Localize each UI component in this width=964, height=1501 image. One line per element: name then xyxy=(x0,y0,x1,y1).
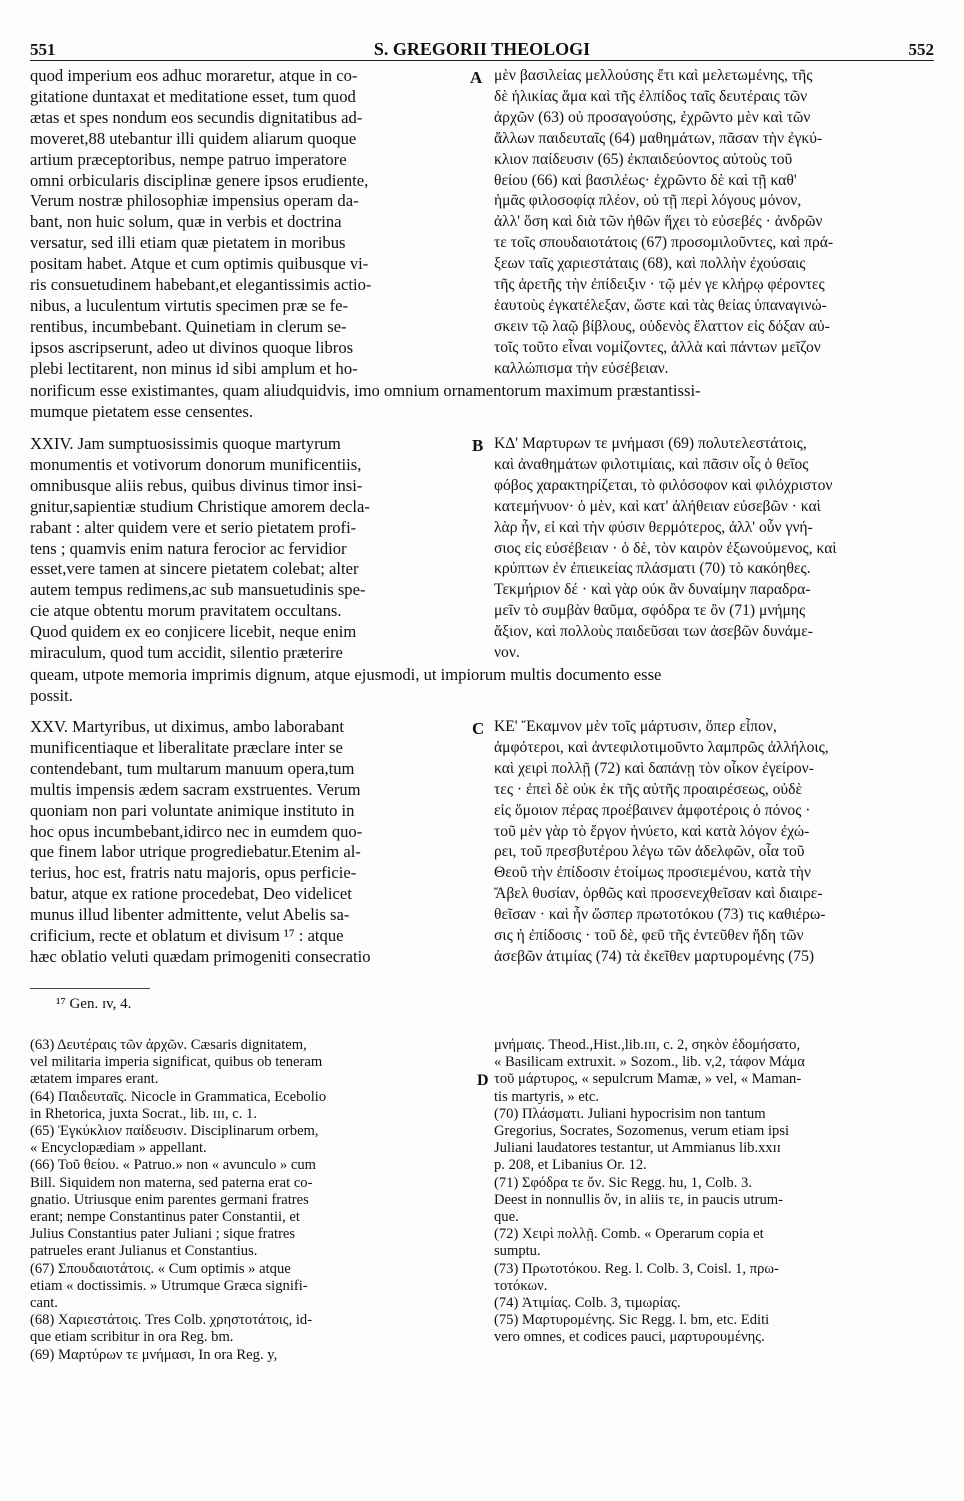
text-line: Deest in nonnullis ὄν, in aliis τε, in paucis utrum- xyxy=(494,1191,783,1208)
text-line: hæc oblatio veluti quædam primogeniti consecratio xyxy=(30,946,371,966)
latin-fullwidth-a xyxy=(30,380,934,422)
text-line: τῆς ἀρετῆς τὴν ἐπίδειξιν · τῷ μέν γε κλήρῳ φέροντες xyxy=(494,276,825,294)
text-line: (63) Δευτέραις τῶν ἀρχῶν. Cæsaris dignitatem, xyxy=(30,1037,307,1053)
text-line: plebi lectitarent, non minus id sibi amplum et ho- xyxy=(30,358,358,378)
text-line: μεῖν τὸ συμβὰν θαῦμα, σφόδρα τε ὂν (71) μνήμης xyxy=(494,602,806,620)
text-line: omni orbicularis disciplinæ genere ipsos erudiente, xyxy=(30,170,369,190)
text-line: vel militaria imperia significat, quibus ob teneram xyxy=(30,1054,323,1071)
text-line: positam habet. Atque et cum optimis quibusque vi- xyxy=(30,254,369,274)
text-line: artium præceptoribus, nempe patruo imperatore xyxy=(30,149,347,169)
text-line: esset,vere tamen at sincere pietatem colebat; alter xyxy=(30,559,359,579)
text-line: μνήμαις. Theod.,Hist.,lib.ɪɪɪ, c. 2, σηκὸν ἐδομήσατο, xyxy=(494,1037,801,1053)
text-line: (68) Χαριεστάτοις. Tres Colb. χρηστοτάτοις, id- xyxy=(30,1312,313,1329)
text-line: τοτόκων. xyxy=(494,1277,548,1294)
reference-rule xyxy=(30,988,150,989)
text-line: Bill. Siquidem non materna, sed paterna erat co- xyxy=(30,1174,313,1191)
text-line: moveret,88 utebantur illi quidem aliarum quoque xyxy=(30,128,357,148)
text-line: erant; nempe Constantinus pater Constantii, et xyxy=(30,1209,300,1226)
text-line: σιος εἰς εὐσέβειαν · ὁ δὲ, τὸν καιρὸν ἐξωνούμενος, καὶ xyxy=(494,539,837,557)
text-line: quod imperium eos adhuc moraretur, atque in co- xyxy=(30,66,358,85)
greek-column-a xyxy=(494,66,934,380)
text-line: queam, utpote memoria imprimis dignum, atque ejusmodi, ut impiorum multis documento esse xyxy=(30,665,662,684)
text-line: que. xyxy=(494,1209,519,1226)
text-line: ξεων ταῖς χαριεστάταις (68), καὶ πολλὴν ἐχούσαις xyxy=(494,255,806,273)
latin-column-b xyxy=(30,434,470,664)
text-line: « Encyclopædiam » appellant. xyxy=(30,1140,207,1157)
page-number-right: 552 xyxy=(908,40,934,59)
text-line: ἀρχῶν (63) οὐ προσαγούσης, ἐχρῶντο μὲν καὶ τῶν xyxy=(494,108,811,126)
text-line: contendebant, tum multarum manuum opera,tum xyxy=(30,758,355,778)
text-line: bant, non huic solum, quæ in verbis et doctrina xyxy=(30,212,342,232)
text-line: ἀλλ' ὅση καὶ διὰ τῶν ἠθῶν ἥχει τὸ εὐσεβές · ἀνδρῶν xyxy=(494,213,823,231)
text-line: rabant : alter quidem vere et serio pietatem profi- xyxy=(30,517,357,537)
running-title: S. GREGORII THEOLOGI xyxy=(373,39,591,59)
text-line: τοῖς τοῦτο εἶναι νομίζοντες, ἀλλὰ καὶ πάντων μεῖζον xyxy=(494,338,821,356)
text-line: τοῦ μὲν γὰρ τὸ ἔργον ἠνύετο, καὶ κατὰ λόγον ἐχώ- xyxy=(494,822,810,840)
text-line: possit. xyxy=(30,686,73,705)
text-line: mumque pietatem esse censentes. xyxy=(30,402,254,421)
text-line: λὰρ ἦν, εἰ καὶ τὴν φύσιν θερμότερος, ἀλλ' οὖν γνή- xyxy=(494,518,813,536)
text-line: δὲ ἡλικίας ἅμα καὶ τῆς ἐλπίδος ταῖς δευτέραις τῶν xyxy=(494,87,808,105)
text-line: omnibusque aliis rebus, quibus divinus timor insi- xyxy=(30,475,363,495)
text-line: (67) Σπουδαιοτάτοις. « Cum optimis » atque xyxy=(30,1260,291,1277)
text-line: (65) Ἐγκύκλιον παίδευσιν. Disciplinarum orbem, xyxy=(30,1123,319,1140)
text-line: εἰς ὅμοιον πέρας προέβαινεν ἀμφοτέροις ὁ πόνος · xyxy=(494,801,811,819)
text-line: XXIV. Jam sumptuosissimis quoque martyrum xyxy=(30,434,341,453)
text-line: terius, hoc est, fratris natu majoris, opus perficie- xyxy=(30,863,357,883)
margin-marker-d: D xyxy=(477,1072,489,1089)
text-line: in Rhetorica, juxta Socrat., lib. ɪɪɪ, c. 1. xyxy=(30,1105,257,1122)
text-line: quoniam non pari voluntate animique instituto in xyxy=(30,800,355,820)
text-line: ἀμφότεροι, καὶ ἀντεφιλοτιμοῦντο λαμπρῶς ἀλλήλοις, xyxy=(494,738,829,756)
text-line: sumptu. xyxy=(494,1243,541,1260)
text-line: Ἄβελ θυσίαν, ὀρθῶς καὶ προσενεχθεῖσαν καὶ διαιρε- xyxy=(494,885,823,903)
text-line: (72) Χειρὶ πολλῇ. Comb. « Operarum copia et xyxy=(494,1226,764,1243)
text-line: θείου (66) καὶ βασιλέως· ἐχρῶντο δὲ καὶ τῇ καθ' xyxy=(494,171,797,189)
text-line: autem tempus redimens,ac sub mansuetudinis spe- xyxy=(30,580,366,600)
text-line: (75) Μαρτυρομένης. Sic Regg. l. bm, etc. Editi xyxy=(494,1312,770,1329)
text-line: (70) Πλάσματι. Juliani hypocrisim non tantum xyxy=(494,1105,766,1122)
greek-column-b xyxy=(494,434,934,664)
text-line: miraculum, quod tum accidit, silentio præterire xyxy=(30,643,343,663)
text-line: κλιον παίδευσιν (65) ἐκπαιδεύοντος αὐτοὺς τοῦ xyxy=(494,150,793,168)
text-line: batur, atque ex ratione procedebat, Deo videlicet xyxy=(30,884,352,904)
text-line: multis impensis ædem sacram exstruentes. Verum xyxy=(30,779,361,799)
text-line: καὶ ἀναθημάτων φιλοτιμίαις, καὶ πᾶσιν οἷς ὁ θεῖος xyxy=(494,455,809,473)
text-line: cant. xyxy=(30,1295,58,1312)
text-line: crificium, recte et oblatum et divisum ¹⁷ : atque xyxy=(30,926,344,946)
text-line: Gregorius, Socrates, Sozomenus, verum etiam ipsi xyxy=(494,1123,790,1140)
text-line: νον. xyxy=(494,644,520,662)
text-line: nibus, a luculentum virtutis specimen præ se fe- xyxy=(30,295,348,315)
text-line: θεῖσαν · καὶ ἦν ὥσπερ πρωτοτόκου (73) τις καθιέρω- xyxy=(494,906,826,924)
text-line: ΚΔ' Μαρτυρων τε μνήμασι (69) πολυτελεστάτοις, xyxy=(494,435,807,452)
text-line: ἄλλων παιδευταῖς (64) μαθημάτων, πᾶσαν τὴν ἐγκύ- xyxy=(494,129,823,147)
text-line: καλλώπισμα τὴν εὐσέβειαν. xyxy=(494,359,669,377)
margin-marker-c: C xyxy=(472,719,485,738)
greek-column-c xyxy=(494,717,934,968)
text-line: Julius Constantius pater Juliani ; sique fratres xyxy=(30,1226,296,1243)
text-line: versatur, sed illi etiam quæ pietatem in moribus xyxy=(30,233,346,253)
latin-fullwidth-b xyxy=(30,664,934,706)
text-line: ρει, τοῦ πρεσβυτέρου λέγω τῶν ἀδελφῶν, οἷα τοῦ xyxy=(494,843,805,861)
text-line: Verum nostræ philosophiæ impensius operam da- xyxy=(30,191,359,211)
text-line: Juliani laudatores testantur, ut Ammianus lib.xxɪɪ xyxy=(494,1140,781,1157)
margin-marker-a: A xyxy=(470,68,483,87)
text-line: σις ἡ ἐπίδοσις · τοῦ δὲ, φεῦ τῆς ἐντεῦθεν ἤδη τῶν xyxy=(494,927,804,945)
text-line: rentibus, incumbebant. Quinetiam in clerum se- xyxy=(30,316,347,336)
text-line: que etiam scribitur in ora Reg. bm. xyxy=(30,1329,234,1346)
text-line: φόβος χαρακτηρίζεται, τὸ φιλόσοφον καὶ φιλόχριστον xyxy=(494,476,833,494)
text-line: monumentis et votivorum donorum munificentiis, xyxy=(30,454,362,474)
text-line: ἡμᾶς φιλοσοφίᾳ πλέον, οὐ τῇ περὶ λόγους μόνον, xyxy=(494,192,802,210)
text-line: ἑαυτοὺς ἐγκατέλεξαν, ὥστε καὶ τὰς θείας ὑπαναγινώ- xyxy=(494,296,827,314)
footnotes-left xyxy=(30,1037,475,1364)
scripture-reference: ¹⁷ Gen. ɪv, 4. xyxy=(56,996,132,1012)
text-line: κατεμήνυον· ὁ μὲν, καὶ κατ' ἀλήθειαν εὐσεβῶν · καὶ xyxy=(494,497,821,515)
page-number-left: 551 xyxy=(30,40,56,59)
text-line: τοῦ μάρτυρος, « sepulcrum Mamæ, » vel, « Maman- xyxy=(494,1071,802,1088)
footnotes-right xyxy=(494,1037,934,1347)
text-line: norificum esse existimantes, quam aliudquidvis, imo omnium ornamentorum maximum præstantissi- xyxy=(30,381,701,400)
margin-marker-b: B xyxy=(472,436,484,455)
text-line: gnitur,sapientiæ studium Christique amorem decla- xyxy=(30,496,370,516)
text-line: que finem labor utrique progrediebatur.Etenim al- xyxy=(30,842,361,862)
text-line: ris consuetudinem habebant,et elegantissimis actio- xyxy=(30,275,372,295)
text-line: (66) Τοῦ θείου. « Patruo.» non « avunculo » cum xyxy=(30,1157,316,1174)
text-line: (74) Ἀτιμίας. Colb. 3, τιμωρίας. xyxy=(494,1295,681,1312)
text-line: Θεοῦ τὴν ἐπίδοσιν ἑτοίμως προσιεμένου, κατὰ τὴν xyxy=(494,864,811,882)
text-line: τε τοῖς σπουδαιοτάτοις (67) προσομιλοῦντες, καὶ πρά- xyxy=(494,234,834,252)
text-line: munus illud libenter admittente, velut Abelis sa- xyxy=(30,905,350,925)
text-line: gnatio. Utriusque enim parentes germani fratres xyxy=(30,1191,309,1208)
text-line: καὶ χειρὶ πολλῇ (72) καὶ δαπάνῃ τὸν οἶκον ἐγείρον- xyxy=(494,759,814,777)
text-line: munificentiaque et liberalitate præclare inter se xyxy=(30,737,343,757)
text-line: τες · ἐπεὶ δὲ οὐκ ἐκ τῆς αὐτῆς προαιρέσεως, οὐδὲ xyxy=(494,780,803,798)
text-line: Τεκμήριον δέ · καὶ γὰρ ούκ ἂν δυναίμην παραδρα- xyxy=(494,581,811,599)
text-line: cie atque obtentu morum pravitatem occultans. xyxy=(30,601,342,621)
text-line: (73) Πρωτοτόκου. Reg. l. Colb. 3, Coisl. 1, πρω- xyxy=(494,1260,779,1277)
text-line: κρύπτων ἐν ἐπιεικείας πλάσματι (70) τὸ κακόηθες. xyxy=(494,560,811,578)
text-line: vero omnes, et codices pauci, μαρτυρουμένης. xyxy=(494,1329,765,1346)
text-line: ΚΕ' Ἔκαμνον μὲν τοῖς μάρτυσιν, ὅπερ εἶπον, xyxy=(494,718,777,735)
text-line: μὲν βασιλείας μελλούσης ἔτι καὶ μελετωμένης, τῆς xyxy=(494,67,813,84)
text-line: patrueles erant Julianus et Constantius. xyxy=(30,1243,258,1260)
text-line: p. 208, et Libanius Or. 12. xyxy=(494,1157,647,1174)
latin-column-a xyxy=(30,66,470,380)
running-header xyxy=(30,34,934,61)
text-line: ἄξιον, καὶ πολλοὺς παιδεῦσαι των ἀσεβῶν δυνάμε- xyxy=(494,623,813,641)
text-line: (71) Σφόδρα τε ὄν. Sic Regg. hu, 1, Colb. 3. xyxy=(494,1174,752,1191)
text-line: hoc opus incumbebant,idirco nec in eumdem quo- xyxy=(30,821,363,841)
latin-column-c xyxy=(30,717,470,968)
text-line: (64) Παιδευταῖς. Nicocle in Grammatica, Ecebolio xyxy=(30,1088,327,1105)
text-line: ætas et spes nondum eos secundis dignitatibus ad- xyxy=(30,107,363,127)
text-line: « Basilicam extruxit. » Sozom., lib. v,2, τάφον Μάμα xyxy=(494,1054,805,1071)
text-line: σκειν τῷ λαῷ βίβλους, οὐδενὸς ἔλαττον εἰς δόξαν αὐ- xyxy=(494,317,830,335)
text-line: XXV. Martyribus, ut diximus, ambo laborabant xyxy=(30,717,345,736)
text-line: ἀσεβῶν ἀτιμίας (74) τὰ ἐκεῖθεν μαρτυρομένης (75) xyxy=(494,947,815,965)
text-line: Quod quidem ex eo conjicere licebit, neque enim xyxy=(30,622,357,642)
text-line: ætatem impares erant. xyxy=(30,1071,159,1088)
text-line: gitatione duntaxat et meditatione esset, tum quod xyxy=(30,86,356,106)
text-line: ipsos ascripserunt, adeo ut divinos quoque libros xyxy=(30,337,354,357)
text-line: (69) Μαρτύρων τε μνήμασι, In ora Reg. y, xyxy=(30,1346,278,1363)
text-line: etiam « doctissimis. » Utrumque Græca signifi- xyxy=(30,1277,308,1294)
text-line: tis martyris, » etc. xyxy=(494,1088,599,1105)
text-line: tens ; quamvis enim natura ferocior ac fervidior xyxy=(30,538,347,558)
